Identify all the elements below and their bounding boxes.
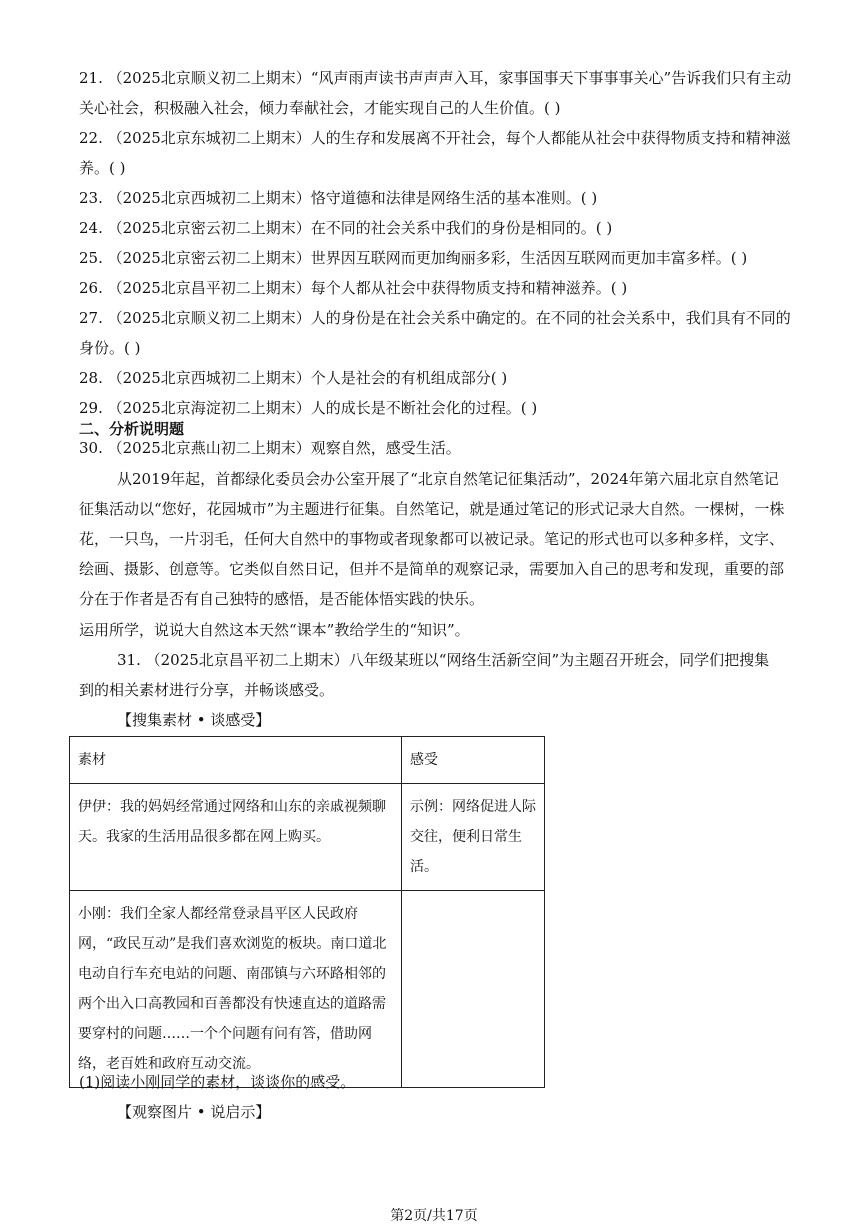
material-subheading: 【搜集素材 • 谈感受】 xyxy=(117,711,271,729)
question-27-line1: 27. （2025北京顺义初二上期末）人的身份是在社会关系中确定的。在不同的社会关系中，我们具有不同的 xyxy=(79,309,791,327)
table-cell-yiyi-material: 伊伊：我的妈妈经常通过网络和山东的亲戚视频聊天。我家的生活用品很多都在网上购买。 xyxy=(70,784,402,891)
question-25: 25. （2025北京密云初二上期末）世界因互联网而更加绚丽多彩，生活因互联网而更加丰富多样。( ) xyxy=(79,249,748,267)
section-title: 二、分析说明题 xyxy=(79,420,185,438)
question-24: 24. （2025北京密云初二上期末）在不同的社会关系中我们的身份是相同的。( ) xyxy=(79,219,613,237)
table-header-feeling: 感受 xyxy=(402,737,545,784)
question-31-sub1: (1)阅读小刚同学的素材，谈谈你的感受。 xyxy=(79,1073,356,1091)
question-23: 23. （2025北京西城初二上期末）恪守道德和法律是网络生活的基本准则。( ) xyxy=(79,189,598,207)
question-27-line2: 身份。( ) xyxy=(79,339,141,357)
table-cell-example-feeling: 示例：网络促进人际交往，便利日常生活。 xyxy=(402,784,545,891)
question-30-material: 从2019年起，首都绿化委员会办公室开展了“北京自然笔记征集活动”，2024年第六届北京自然笔记征集活动以“您好，花园城市”为主题进行征集。自然笔记，就是通过笔记的形式记录大自然。一棵树，一株花，一只鸟，一片羽毛，任何大自然中的事物或者现象都可以被记录。笔记的形式也可以多种多样，文字、绘画、摄影、创意等。它类似自然日记，但并不是简单的观察记录，需要加入自己的思考和发现，重要的部分在于作者是否有自己独特的感悟，是否能体悟实践的快乐。 xyxy=(79,470,785,608)
question-29: 29. （2025北京海淀初二上期末）人的成长是不断社会化的过程。( ) xyxy=(79,399,538,417)
question-28: 28. （2025北京西城初二上期末）个人是社会的有机组成部分( ) xyxy=(79,369,508,387)
table-cell-answer-blank xyxy=(402,891,545,1088)
question-26: 26. （2025北京昌平初二上期末）每个人都从社会中获得物质支持和精神滋养。( ) xyxy=(79,279,628,297)
page-number: 第2页/共17页 xyxy=(390,1208,478,1224)
question-31-head: 31. （2025北京昌平初二上期末）八年级某班以“网络生活新空间”为主题召开班会，同学们把搜集 xyxy=(117,651,770,669)
question-22-line2: 养。( ) xyxy=(79,159,126,177)
question-22-line1: 22. （2025北京东城初二上期末）人的生存和发展离不开社会，每个人都能从社会中获得物质支持和精神滋 xyxy=(79,129,791,147)
table-header-material: 素材 xyxy=(70,737,402,784)
question-31-head-line2: 到的相关素材进行分享，并畅谈感受。 xyxy=(79,681,335,699)
question-21-line2: 关心社会，积极融入社会，倾力奉献社会，才能实现自己的人生价值。( ) xyxy=(79,99,561,117)
question-30-ask: 运用所学，说说大自然这本天然“课本”教给学生的“知识”。 xyxy=(79,621,470,639)
question-30-head: 30. （2025北京燕山初二上期末）观察自然，感受生活。 xyxy=(79,439,461,457)
question-21-line1: 21. （2025北京顺义初二上期末）“风声雨声读书声声声入耳，家事国事天下事事事关心”告诉我们只有主动 xyxy=(79,69,792,87)
table-cell-xiaogang-material: 小刚：我们全家人都经常登录昌平区人民政府网，“政民互动”是我们喜欢浏览的板块。南口道北电动自行车充电站的问题、南邵镇与六环路相邻的两个出入口高教园和百善都没有快速直达的道路需要穿村的问题……一个个问题有问有答，借助网络，老百姓和政府互动交流。 xyxy=(70,891,402,1088)
material-table xyxy=(69,736,545,1088)
picture-subheading: 【观察图片 • 说启示】 xyxy=(117,1103,271,1121)
